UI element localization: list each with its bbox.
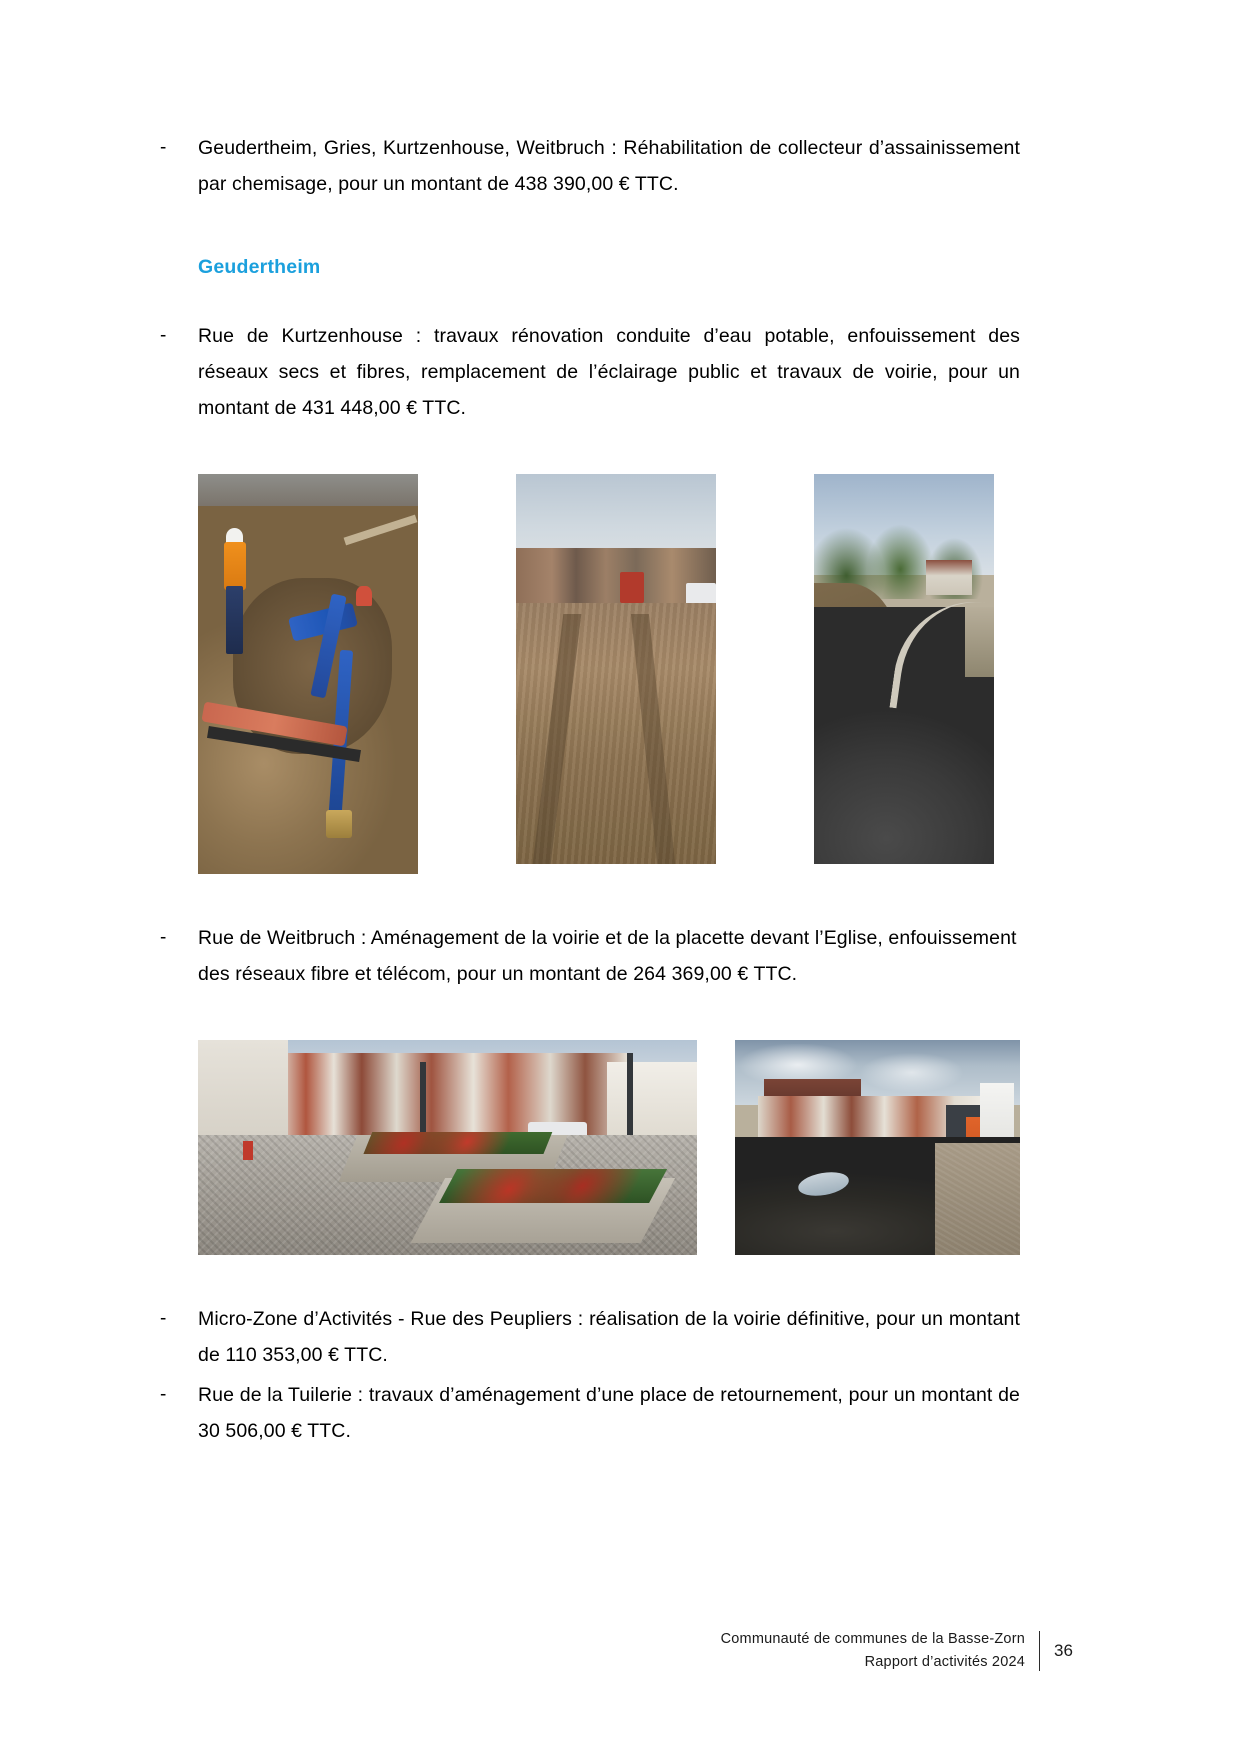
bullet-text: Rue de Weitbruch : Aménagement de la voirie et de la placette devant l’Eglise, enfouissement des réseaux fibre et télécom, pour un montant de 264 369,00 € TTC. bbox=[198, 927, 1023, 985]
photo-worksite-excavation bbox=[735, 1040, 1020, 1255]
spacer bbox=[160, 284, 1020, 318]
photo-row-kurtzenhouse bbox=[160, 474, 1020, 874]
photo-finished-asphalt bbox=[814, 474, 994, 864]
spacer bbox=[160, 1255, 1020, 1301]
bullet-micro-zone-activites bbox=[160, 1301, 1026, 1373]
photo-region-machine bbox=[620, 572, 644, 603]
page-number: 36 bbox=[1054, 1641, 1073, 1660]
bullet-marker: - bbox=[160, 927, 167, 948]
footer-divider bbox=[1039, 1631, 1040, 1671]
bullet-marker: - bbox=[160, 1384, 167, 1405]
bullet-text: Rue de la Tuilerie : travaux d’aménagement d’une place de retournement, pour un montant de 30 506,00 € TTC. bbox=[198, 1384, 1026, 1442]
photo-region-cone bbox=[356, 586, 371, 606]
footer-attribution bbox=[721, 1628, 1025, 1674]
bullet-rue-de-la-tuilerie bbox=[160, 1377, 1026, 1449]
photo-row-weitbruch bbox=[160, 1040, 1020, 1255]
bullet-marker: - bbox=[160, 1308, 167, 1329]
bullet-rue-de-kurtzenhouse bbox=[160, 318, 1026, 426]
spacer bbox=[160, 452, 1020, 474]
photo-region-lamppost bbox=[420, 1062, 426, 1144]
footer-line-report: Rapport d’activités 2024 bbox=[864, 1654, 1025, 1670]
photo-region-hydrant bbox=[243, 1141, 253, 1160]
page-content bbox=[160, 130, 1026, 1475]
photo-region-kerb bbox=[965, 607, 994, 677]
photo-region-brass-valve bbox=[326, 810, 352, 838]
photo-region-house bbox=[926, 560, 973, 595]
page-footer bbox=[160, 1628, 1080, 1674]
footer-line-organisation: Communauté de communes de la Basse-Zorn bbox=[720, 1631, 1025, 1647]
photo-region-worker-vest bbox=[224, 542, 246, 590]
photo-region-lamppost bbox=[627, 1053, 633, 1143]
bullet-rehabilitation-collecteur bbox=[160, 130, 1026, 202]
spacer bbox=[160, 228, 1020, 250]
photo-region-flowers bbox=[439, 1169, 667, 1203]
photo-trench-waterworks bbox=[198, 474, 418, 874]
spacer bbox=[160, 874, 1020, 920]
bullet-text: Geudertheim, Gries, Kurtzenhouse, Weitbruch : Réhabilitation de collecteur d’assainissement par chemisage, pour un montant de 438 390,00 € TTC. bbox=[198, 137, 1026, 195]
bullet-marker: - bbox=[160, 325, 167, 346]
bullet-text: Rue de Kurtzenhouse : travaux rénovation conduite d’eau potable, enfouissement des réseaux secs et fibres, remplacement de l’éclairage public et travaux de voirie, pour un montant de 431 448,00 € TTC. bbox=[198, 325, 1026, 419]
bullet-marker: - bbox=[160, 137, 167, 158]
bullet-rue-de-weitbruch bbox=[160, 920, 1023, 992]
photo-region-flowers bbox=[363, 1132, 551, 1154]
photo-village-square bbox=[198, 1040, 697, 1255]
section-heading-geudertheim: Geudertheim bbox=[198, 256, 321, 278]
photo-region-gravel bbox=[935, 1143, 1020, 1255]
photo-dirt-roadway bbox=[516, 474, 716, 864]
photo-region-worker-legs bbox=[226, 586, 244, 654]
spacer bbox=[160, 1018, 1020, 1040]
bullet-text: Micro-Zone d’Activités - Rue des Peupliers : réalisation de la voirie définitive, pour un montant de 110 353,00 € TTC. bbox=[198, 1308, 1026, 1366]
